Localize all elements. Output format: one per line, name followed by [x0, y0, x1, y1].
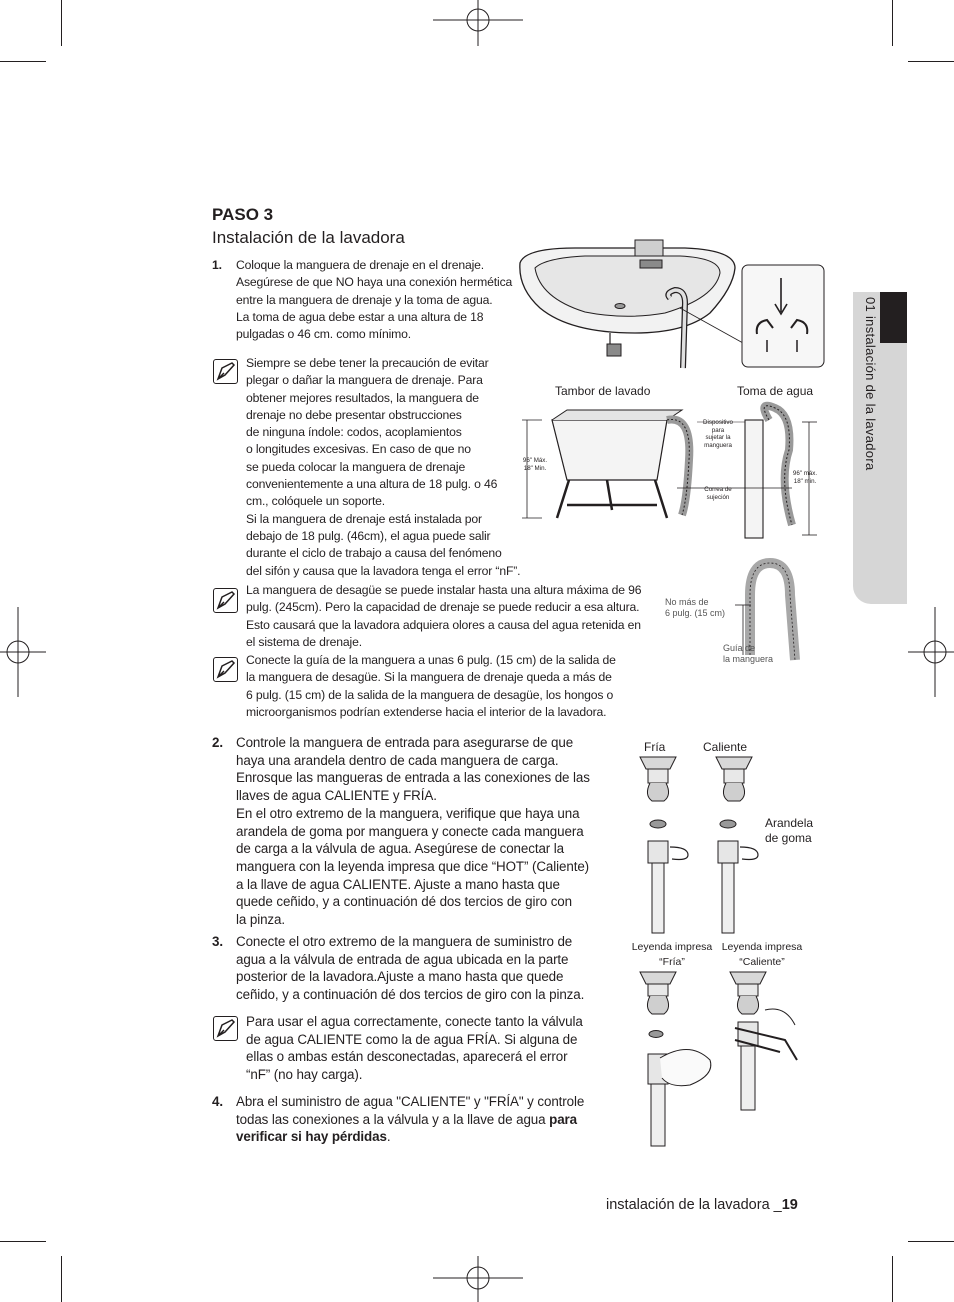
- label-caliente: Caliente: [703, 740, 748, 754]
- label-guia: Guía de la manguera: [723, 643, 774, 664]
- step-title: PASO 3: [212, 205, 274, 224]
- item2-text: Controle la manguera de entrada para asegurarse de que haya una arandela dentro de cada manguera de carga. Enrosque las mangueras de entrada a las conexiones de las llaves de agua CALIENTE y FRÍA. En el otro extremo de la manguera, verifique que haya una arandela de goma por manguera y conecte cada manguera de carga a la válvula de agua. Asegúrese de conectar la manguera con la leyenda impresa que dice “HOT” (Caliente) a la llave de agua CALIENTE. Ajuste a mano hasta que quede ceñido, y a continuación dé dos tercios de giro con la pinza.: [236, 735, 590, 928]
- item-number: 1.: [212, 258, 222, 272]
- label-arandela: Arandela de goma: [765, 816, 814, 845]
- page-footer: [606, 1197, 798, 1213]
- item1-text: Coloque la manguera de drenaje en el drenaje. Asegúrese de que NO haya una conexión hermética entre la manguera de drenaje y la toma de agua. La toma de agua debe estar a una altura de 18 pulgadas o 46 cm. como mínimo.: [236, 258, 513, 342]
- hose-connector-detail: [741, 264, 825, 368]
- step-subtitle: Instalación de la lavadora: [212, 228, 405, 247]
- crop-mark: [908, 61, 954, 62]
- crop-mark: [892, 0, 893, 46]
- item-number: 4.: [212, 1094, 223, 1109]
- label-dispositivo: Dispositivo para sujetar la manguera: [703, 419, 733, 449]
- chapter-tab-label: 01 instalación de la lavadora: [863, 297, 878, 471]
- crop-mark: [908, 1241, 954, 1242]
- label-tambor: Tambor de lavado: [555, 384, 651, 398]
- registration-mark-icon: [0, 607, 46, 697]
- page-number: 19: [781, 1197, 798, 1213]
- registration-mark-icon: [908, 607, 954, 697]
- note-icon: [213, 1016, 238, 1041]
- label-toma: Toma de agua: [737, 384, 814, 398]
- chapter-tab-marker: [880, 292, 907, 343]
- note2-text: La manguera de desagüe se puede instalar hasta una altura máxima de 96 pulg. (245cm). Pero la capacidad de drenaje se puede reducir a esa altura. Esto causará que la lavadora adquiera olores a causa del agua retenida en el sistema de drenaje.: [246, 583, 642, 649]
- registration-mark-icon: [433, 0, 523, 46]
- crop-mark: [0, 61, 46, 62]
- registration-mark-icon: [433, 1256, 523, 1302]
- item-number: 2.: [212, 735, 223, 750]
- drain-tub-diagram: [517, 400, 827, 540]
- label-height-right: 96" máx. 18" min.: [792, 470, 818, 485]
- crop-mark: [0, 1241, 46, 1242]
- label-no-mas: No más de 6 pulg. (15 cm): [665, 597, 726, 618]
- item-number: 3.: [212, 934, 223, 949]
- item4-text: Abra el suministro de agua "CALIENTE" y "FRÍA" y controle todas las conexiones a la válvula y a la llave de agua para verificar si hay pérdidas.: [236, 1094, 585, 1145]
- note4-text: Para usar el agua correctamente, conecte tanto la válvula de agua CALIENTE como la de agua FRÍA. Si alguna de ellas o ambas están desconectadas, aparecerá el error “nF” (no hay carga).: [246, 1014, 583, 1083]
- crop-mark: [61, 1256, 62, 1302]
- crop-mark: [892, 1256, 893, 1302]
- crop-mark: [61, 0, 62, 46]
- sink-illustration: [515, 228, 745, 378]
- label-leyenda-fria: Leyenda impresa “Fría”: [631, 941, 713, 968]
- note1-text: Siempre se debe tener la precaución de evitar plegar o dañar la manguera de drenaje. Para obtener mejores resultados, la manguera de drenaje no debe presentar obstrucciones de ninguna índole: codos, acoplamientos o longitudes excesivas. En caso de que no se pueda colocar la manguera de drenaje convenientemente a una altura de 18 pulg. o 46 cm., colóquele un soporte. Si la manguera de drenaje está instalada por debajo de 18 pulg. (46cm), el agua puede salir durante el ciclo de trabajo a causa del fenómeno del sifón y causa que la lavadora tenga el error “nF”.: [246, 356, 521, 578]
- note-icon: [213, 359, 238, 384]
- label-correa: Correa de sujeción: [704, 486, 732, 501]
- footer-text: instalación de la lavadora _: [606, 1197, 782, 1213]
- label-leyenda-caliente: Leyenda impresa “Caliente”: [721, 941, 803, 968]
- label-fria: Fría: [644, 740, 666, 754]
- faucet-hose-diagram: [630, 755, 760, 935]
- note-icon: [213, 657, 238, 682]
- note3-text: Conecte la guía de la manguera a unas 6 pulg. (15 cm) de la salida de la manguera de desagüe. Si la manguera de drenaje queda a más de 6 pulg. (15 cm) de la salida de la manguera de desagüe, los hongos o microorganismos podrían extenderse hacia el interior de la lavadora.: [246, 653, 616, 719]
- item3-text: Conecte el otro extremo de la manguera de suministro de agua a la válvula de entrada de agua ubicada en la parte posterior de la lavadora.Ajuste a mano hasta que quede ceñido, y a continuación dé dos tercios de giro con la pinza.: [236, 934, 585, 1003]
- faucet-tightening-diagram: [630, 970, 805, 1148]
- label-height-left: 96" Máx. 18" Min.: [522, 457, 548, 472]
- note-icon: [213, 588, 238, 613]
